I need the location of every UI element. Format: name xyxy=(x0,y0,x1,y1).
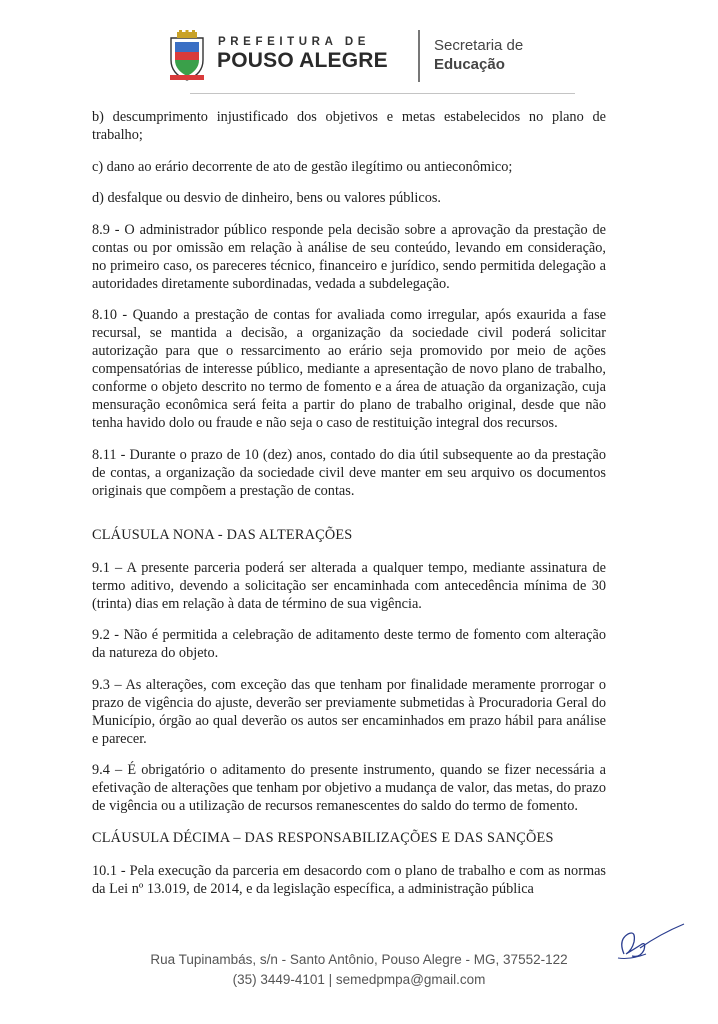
paragraph-9-4: 9.4 – É obrigatório o aditamento do presente instrumento, quando se fizer necessária a efetivação de alterações que tenham por objetivo a mudança de valor, das metas, do prazo de vigência ou a utilização de recursos remanescentes do saldo do termo de fomento. xyxy=(92,762,606,814)
paragraph-d: d) desfalque ou desvio de dinheiro, bens ou valores públicos. xyxy=(92,190,442,206)
secretaria-name: Educação xyxy=(434,56,505,73)
paragraph-10-1: 10.1 - Pela execução da parceria em desacordo com o plano de trabalho e com as normas da Lei nº 13.019, de 2014, e da legislação específica, a administração pública xyxy=(92,862,606,897)
paragraph-9-1: 9.1 – A presente parceria poderá ser alterada a qualquer tempo, mediante assinatura de termo aditivo, devendo a solicitação ser encaminhada com antecedência mínima de 30 (trinta) dias em relação à data de término de sua vigência. xyxy=(92,559,606,612)
paragraph-b: b) descumprimento injustificado dos objetivos e metas estabelecidos no plano de trabalho; xyxy=(92,109,606,143)
paragraph-c: c) dano ao erário decorrente de ato de gestão ilegítimo ou antieconômico; xyxy=(92,158,513,175)
footer-contact: (35) 3449-4101 | semedpmpa@gmail.com xyxy=(232,972,486,987)
footer-address: Rua Tupinambás, s/n - Santo Antônio, Pouso Alegre - MG, 37552-122 xyxy=(150,952,568,967)
header-rule xyxy=(190,93,575,94)
brand-top-text: PREFEITURA DE xyxy=(218,36,371,48)
secretaria-label: Secretaria de xyxy=(434,37,524,54)
header-divider xyxy=(418,30,420,82)
letterhead xyxy=(0,0,718,100)
paragraph-8-11: 8.11 - Durante o prazo de 10 (dez) anos, contado do dia útil subsequente ao da prestação de contas, a organização da sociedade civil deve manter em seu arquivo os documentos originais que compõem a prestação de contas. xyxy=(92,446,606,499)
paragraph-9-3: 9.3 – As alterações, com exceção das que tenham por finalidade meramente prorrogar o prazo de vigência do ajuste, deverão ser previamente submetidas à Procuradoria Geral do Município, órgão ao qual deverão os autos ser encaminhados em prazo hábil para análise e parecer. xyxy=(92,676,606,747)
paragraph-8-9: 8.9 - O administrador público responde pela decisão sobre a aprovação da prestação de contas ou por omissão em relação à análise de seu conteúdo, levando em consideração, no primeiro caso, os pareceres técnico, financeiro e jurídico, sendo permitida delegação a autoridades diretamente subordinadas, vedada a subdelegação. xyxy=(92,221,606,292)
paragraph-8-10: 8.10 - Quando a prestação de contas for avaliada como irregular, após exaurida a fase recursal, se mantida a decisão, a organização da sociedade civil poderá solicitar autorização para que o ressarcimento ao erário seja promovido por meio de ações compensatórias de interesse público, mediante a apresentação de novo plano de trabalho, conforme o objeto descrito no termo de fomento e a área de atuação da organização, cuja mensuração econômica será feita a partir do plano de trabalho original, desde que não tenha havido dolo ou fraude e não seja o caso de restituição integral dos recursos. xyxy=(92,307,606,431)
paragraph-9-2: 9.2 - Não é permitida a celebração de aditamento deste termo de fomento com alteração da natureza do objeto. xyxy=(92,627,606,661)
document-body xyxy=(92,108,606,911)
coat-of-arms-icon xyxy=(166,30,208,82)
section-heading-decima: CLÁUSULA DÉCIMA – DAS RESPONSABILIZAÇÕES E DAS SANÇÕES xyxy=(92,829,554,846)
section-heading-nona: CLÁUSULA NONA - DAS ALTERAÇÕES xyxy=(92,526,353,543)
brand-main-text: POUSO ALEGRE xyxy=(217,49,388,72)
